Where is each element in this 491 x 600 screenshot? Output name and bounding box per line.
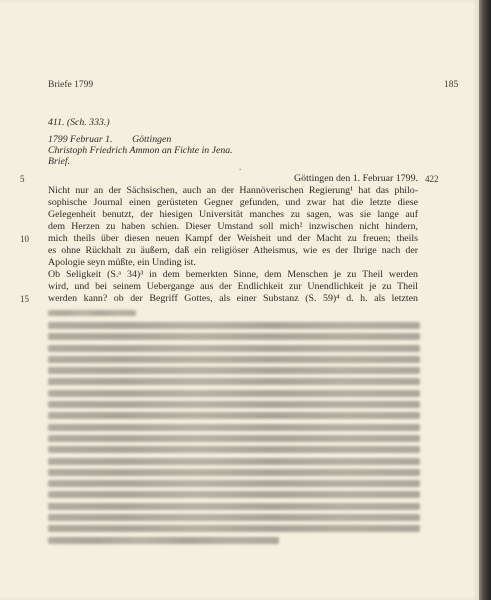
letter-date-place: 1799 Februar 1. Göttingen — [48, 134, 172, 145]
letter-type: Brief. — [48, 156, 71, 167]
letter-number: 411. (Sch. 333.) — [48, 117, 110, 128]
text-line: wird, und bei seinem Uebergange aus der Endlichkeit zur Unendlichkeit je zu Theil — [48, 281, 418, 292]
text-line: es ohne Rückhalt zu äußern, daß ein religiöser Atheismus, wie es der Ihrige nach der — [48, 245, 418, 256]
text-line: Apologie seyn müßte, ein Unding ist. — [48, 257, 196, 268]
letter-correspondents: Christoph Friedrich Ammon an Fichte in Jena. — [48, 145, 233, 156]
ornament-dot: . — [239, 162, 242, 172]
running-head-left: Briefe 1799 — [48, 80, 94, 90]
line-number-10: 10 — [20, 234, 29, 244]
text-line: werden kann? ob der Begriff Gottes, als einer Substanz (S. 59)⁴ d. h. als letzten — [48, 293, 418, 304]
line-number-15: 15 — [20, 294, 29, 304]
text-line: sophische Journal einen gerüsteten Gegner gefunden, und zwar hat die letzte diese — [48, 197, 418, 208]
text-line: Gelegenheit benutzt, der hiesigen Universität manches zu sagen, was sie lange auf — [48, 209, 418, 220]
text-line: Ob Seligkeit (S.ᵃ 34)³ in dem bemerkten Sinne, dem Menschen je zu Theil werden — [48, 269, 418, 280]
page-number: 185 — [444, 80, 459, 90]
text-line: Nicht nur an der Sächsischen, auch an der Hannöverischen Regierung¹ hat das philo- — [48, 185, 418, 196]
letter-dateline: Göttingen den 1. Februar 1799. — [294, 173, 418, 184]
blurred-footnotes — [48, 310, 420, 548]
line-number-5: 5 — [20, 174, 25, 184]
original-page-number: 422 — [425, 174, 439, 184]
text-line: mich theils über diesen neuen Kampf der Weisheit und der Macht zu freuen; theils — [48, 233, 418, 244]
text-line: dem Herzen zu haben schien. Dieser Umstand soll mich² inzwischen nicht hindern, — [48, 221, 418, 232]
book-spine-edge — [479, 0, 491, 600]
